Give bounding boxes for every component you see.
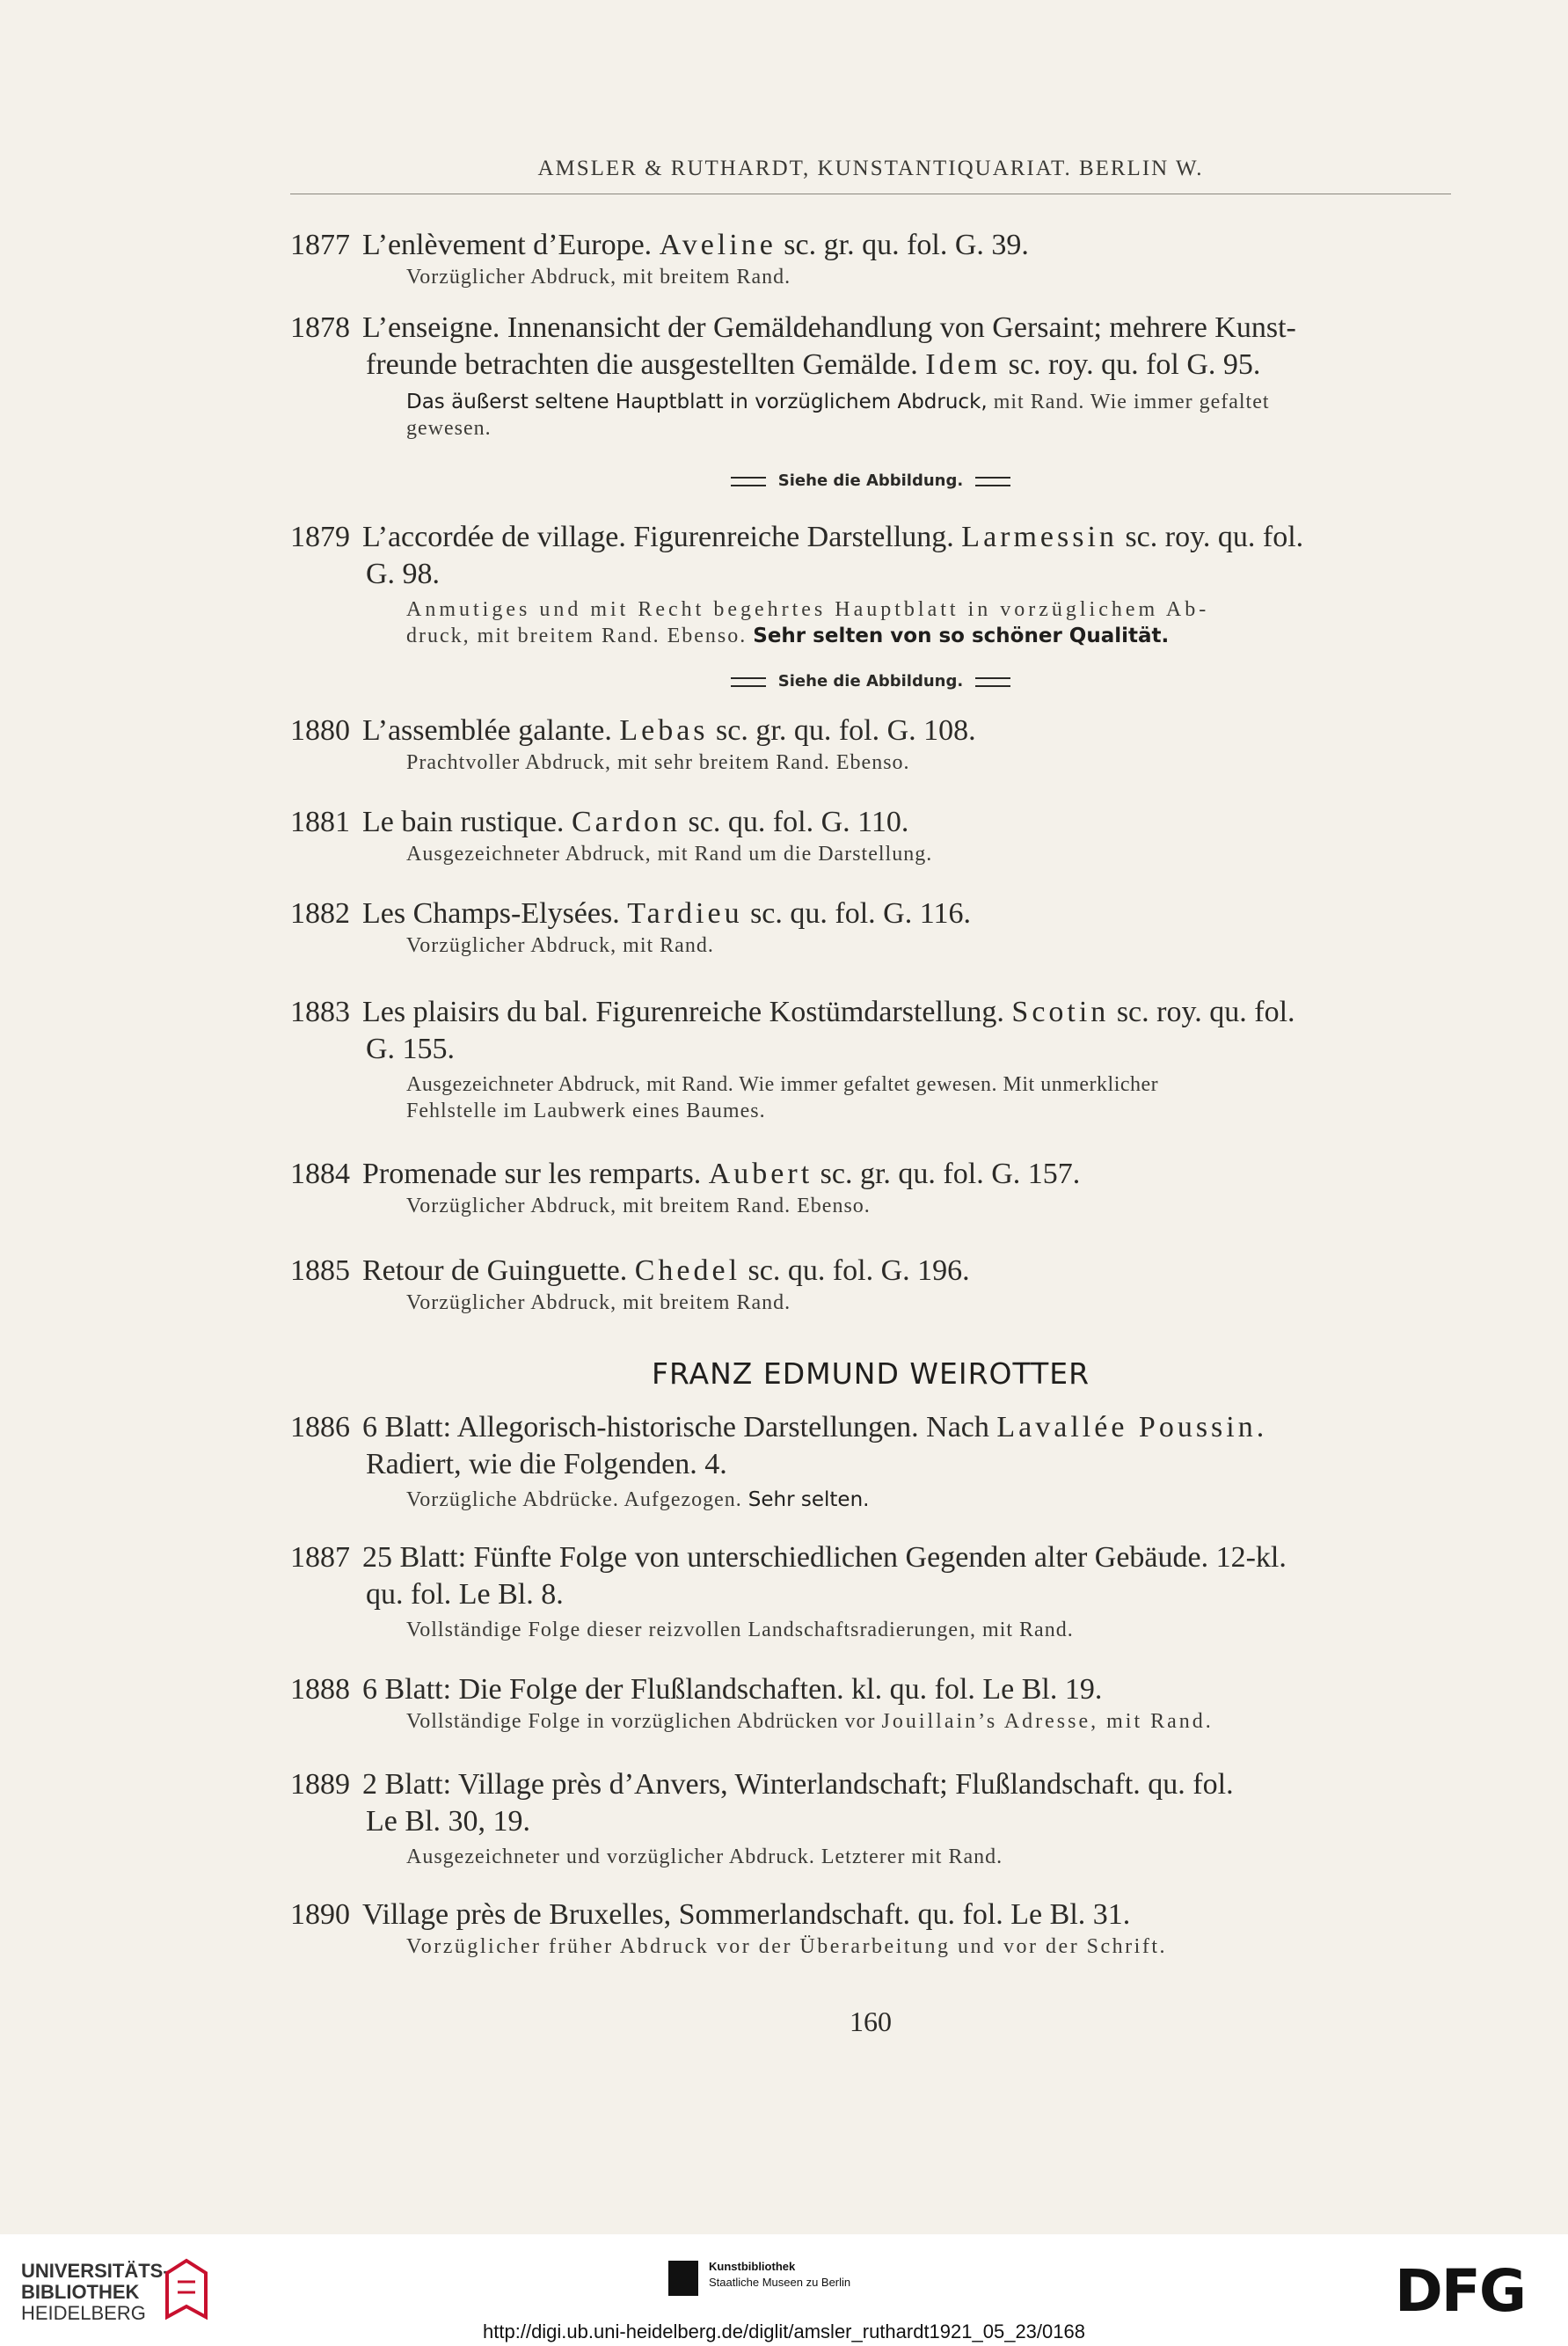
kunstbibliothek-label: Kunstbibliothek Staatliche Museen zu Berlin [709,2260,851,2289]
engraver: Chedel [634,1254,741,1287]
entry-note: Vorzüglicher Abdruck, mit breitem Rand. [406,266,791,289]
entry-title: 2 Blatt: Village près d’Anvers, Winterlandschaft; Flußlandschaft. qu. fol. [362,1768,1234,1801]
entry-1887 [290,1539,1451,1643]
entry-number: 1883 [290,996,350,1028]
entry-number: 1887 [290,1541,350,1574]
entry-number: 1881 [290,806,350,838]
entry-note-cont: druck, mit breitem Rand. Ebenso. [406,625,748,647]
entry-1886 [290,1409,1451,1513]
entry-number: 1889 [290,1768,350,1801]
engraver: Idem [925,348,1002,381]
entry-title: Le bain rustique. [362,806,565,838]
entry-number: 1885 [290,1254,350,1287]
entry-details-cont: Radiert, wie die Folgenden. 4. [366,1448,727,1480]
entry-1890 [290,1897,1451,1960]
dfg-logo: DFG [1395,2257,1526,2325]
entry-note: Vollständige Folge in vorzüglichen Abdrücken vor [406,1710,876,1733]
entry-details: sc. roy. qu. fol. [1125,521,1304,553]
entry-note: Vorzüglicher Abdruck, mit breitem Rand. [406,1291,791,1314]
engraver: Lebas [619,714,709,747]
engraver: Tardieu [627,897,743,930]
entry-details-cont: qu. fol. Le Bl. 8. [366,1578,564,1611]
entry-note: Prachtvoller Abdruck, mit sehr breitem Rand. Ebenso. [406,751,910,774]
entry-1881 [290,804,1451,867]
entry-note-bold: Das äußerst seltene Hauptblatt in vorzüglichem Abdruck, [406,391,988,413]
entry-number: 1884 [290,1158,350,1190]
entry-title-cont: freunde betrachten die ausgestellten Gemälde. [366,348,918,381]
entry-note-cont: gewesen. [406,417,492,440]
entry-note-bold: Sehr selten. [748,1488,870,1511]
entry-details: sc. gr. qu. fol. G. 39. [784,229,1029,261]
entry-1884 [290,1156,1451,1219]
entry-note: Vorzügliche Abdrücke. Aufgezogen. [406,1488,742,1511]
entry-title: Les plaisirs du bal. Figurenreiche Kostümdarstellung. [362,996,1004,1028]
entry-1878 [290,310,1451,442]
entry-title: Promenade sur les remparts. [362,1158,702,1190]
engraver: Larmessin [961,521,1118,553]
entry-title: L’accordée de village. Figurenreiche Darstellung. [362,521,954,553]
entry-1882 [290,895,1451,959]
entry-details: sc. gr. qu. fol. G. 157. [820,1158,1081,1190]
entry-number: 1878 [290,311,350,344]
entry-number: 1890 [290,1898,350,1931]
entry-1877 [290,227,1451,290]
entry-title: L’enlèvement d’Europe. [362,229,653,261]
entry-details: sc. qu. fol. G. 110. [688,806,909,838]
entry-note: Vorzüglicher früher Abdruck vor der Überarbeitung und vor der Schrift. [406,1935,1167,1958]
entry-note: Vollständige Folge dieser reizvollen Landschaftsradierungen, mit Rand. [406,1619,1074,1641]
ub-heidelberg-label: UNIVERSITÄTS- BIBLIOTHEK HEIDELBERG [21,2260,170,2324]
entry-number: 1888 [290,1673,350,1706]
entry-title: L’assemblée galante. [362,714,612,747]
see-illustration-1878: Siehe die Abbildung. [290,471,1451,490]
page-number: 160 [850,2006,892,2037]
engraver: Aveline [659,229,777,261]
entry-title: 6 Blatt: Allegorisch-historische Darstellungen. Nach [362,1411,989,1443]
entry-details: sc. roy. qu. fol. [1116,996,1295,1028]
source-url[interactable]: http://digi.ub.uni-heidelberg.de/diglit/amsler_ruthardt1921_05_23/0168 [483,2320,1085,2342]
engraver: Aubert [708,1158,813,1190]
engraver: Lavallée Poussin. [996,1411,1268,1443]
entry-details: sc. qu. fol. G. 116. [750,897,971,930]
entry-number: 1877 [290,229,350,261]
entry-number: 1886 [290,1411,350,1443]
entry-note: Vorzüglicher Abdruck, mit breitem Rand. Ebenso. [406,1195,871,1217]
entry-1888 [290,1671,1451,1735]
entry-note: Ausgezeichneter Abdruck, mit Rand. Wie immer gefaltet gewesen. Mit unmerklicher [406,1073,1159,1096]
kunstbibliothek-logo-icon [668,2261,698,2296]
entry-1880 [290,713,1451,776]
entry-number: 1880 [290,714,350,747]
entry-1885 [290,1253,1451,1316]
entry-details: sc. roy. qu. fol G. 95. [1008,348,1261,381]
entry-details-cont: G. 155. [366,1033,456,1065]
entry-note: Anmutiges und mit Recht begehrtes Hauptblatt in vorzüglichem Ab- [406,598,1210,621]
entry-note-bold: Sehr selten von so schöner Qualität. [753,625,1170,647]
entry-details-cont: G. 98. [366,558,441,590]
engraver: Scotin [1011,996,1110,1028]
see-illustration-1879: Siehe die Abbildung. [290,672,1451,691]
entry-title: L’enseigne. Innenansicht der Gemäldehandlung von Gersaint; mehrere Kunst- [362,311,1296,344]
engraver: Cardon [571,806,682,838]
entry-1883 [290,994,1451,1124]
entry-title: Retour de Guinguette. [362,1254,628,1287]
entry-title: 25 Blatt: Fünfte Folge von unterschiedlichen Gegenden alter Gebäude. 12-kl. [362,1541,1287,1574]
entry-note-cont: Fehlstelle im Laubwerk eines Baumes. [406,1100,766,1122]
entry-details: sc. gr. qu. fol. G. 108. [716,714,976,747]
entry-note-cont: Jouillain’s Adresse, mit Rand. [881,1710,1214,1733]
entry-1879 [290,519,1451,649]
footer-bar [0,2234,1568,2346]
entry-details: sc. qu. fol. G. 196. [748,1254,970,1287]
entry-title: 6 Blatt: Die Folge der Flußlandschaften. kl. qu. fol. Le Bl. 19. [362,1673,1103,1706]
running-header: AMSLER & RUTHARDT, KUNSTANTIQUARIAT. BERLIN W. [537,157,1204,180]
entry-number: 1882 [290,897,350,930]
entry-1889 [290,1766,1451,1870]
entry-title: Les Champs-Elysées. [362,897,620,930]
entry-details-cont: Le Bl. 30, 19. [366,1805,530,1838]
entry-note: Vorzüglicher Abdruck, mit Rand. [406,934,714,957]
entry-title: Village près de Bruxelles, Sommerlandschaft. qu. fol. Le Bl. 31. [362,1898,1131,1931]
entry-note: Ausgezeichneter und vorzüglicher Abdruck. Letzterer mit Rand. [406,1845,1003,1868]
section-heading: FRANZ EDMUND WEIROTTER [651,1356,1090,1391]
entry-number: 1879 [290,521,350,553]
ub-heidelberg-logo-icon [160,2255,213,2326]
entry-note: Ausgezeichneter Abdruck, mit Rand um die Darstellung. [406,843,933,866]
entry-note: mit Rand. Wie immer gefaltet [993,391,1270,413]
